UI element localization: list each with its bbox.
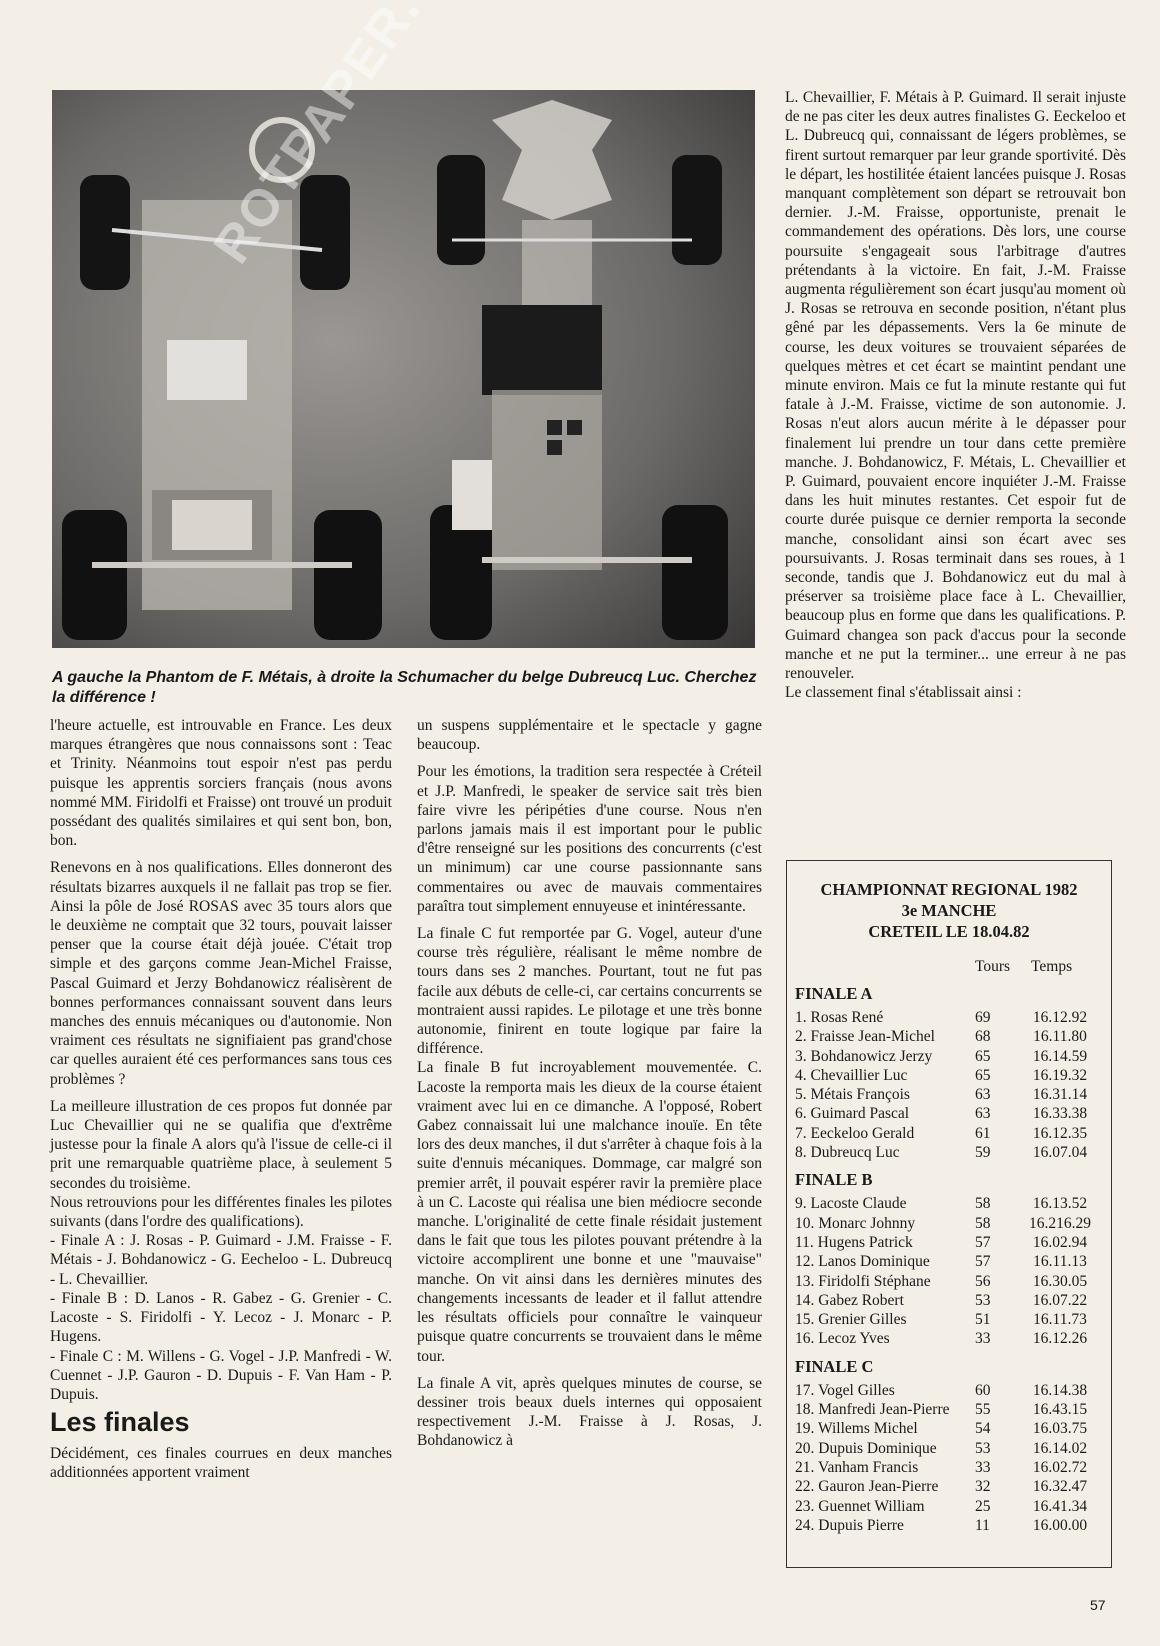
results-row bbox=[795, 1194, 1101, 1213]
column-header-temps: Temps bbox=[1031, 958, 1073, 975]
cars-photo-illustration bbox=[52, 90, 755, 648]
column-header-tours: Tours bbox=[975, 958, 1011, 975]
cars-photo bbox=[52, 90, 755, 648]
time-value: 16.12.92 bbox=[1032, 1009, 1088, 1026]
results-group-title: FINALE B bbox=[795, 1170, 873, 1190]
driver-name: 15. Grenier Gilles bbox=[795, 1311, 907, 1329]
laps-value: 65 bbox=[975, 1047, 991, 1065]
finalist-list-item: - Finale B : D. Lanos - R. Gabez - G. Grenier - C. Lacoste - S. Firidolfi - Y. Lecoz - J. Monarc - P. Hugens. bbox=[50, 1289, 392, 1346]
driver-name: 23. Guennet William bbox=[795, 1497, 925, 1515]
paragraph: Pour les émotions, la tradition sera respectée à Créteil et J.P. Manfredi, le speaker de service sait très bien faire vivre les péripéties d'une course. Nous n'en parlons jamais mais il est important pour le public d'être renseigné sur les positions des concurrents (c'est un minimum) car une course passionnante sans commentaires ou avec de mauvais commentaires paraîtra tout simplement ennuyeuse et inintéressante. bbox=[417, 763, 762, 915]
time-value: 16.19.32 bbox=[1032, 1066, 1088, 1084]
results-row bbox=[795, 1272, 1101, 1291]
time-value: 16.11.80 bbox=[1033, 1028, 1087, 1046]
driver-name: 8. Dubreucq Luc bbox=[795, 1144, 900, 1162]
page-number: 57 bbox=[1090, 1597, 1106, 1613]
results-groups bbox=[787, 984, 1111, 1535]
laps-value: 56 bbox=[975, 1272, 991, 1290]
section-title: Les finales bbox=[50, 1407, 190, 1438]
laps-value: 53 bbox=[975, 1439, 991, 1457]
driver-name: 2. Fraisse Jean-Michel bbox=[795, 1028, 935, 1046]
laps-value: 60 bbox=[975, 1381, 991, 1399]
time-value: 16.32.47 bbox=[1032, 1478, 1088, 1496]
time-value: 16.03.75 bbox=[1032, 1420, 1088, 1438]
paragraph: L. Chevaillier, F. Métais à P. Guimard. Il serait injuste de ne pas citer les deux autres finalistes G. Eeckeloo et L. Dubreucq qui, connaissant de légers problèmes, se firent surtout remarquer par leur grande sportivité. Dès le départ, les hostilitée étaient lancées puisque J. Rosas manquant complètement son départ se retrouvait bon dernier. J.-M. Fraisse, opportuniste, prenait le commandement des opérations. Dès lors, une course poursuite s'engageait sous l'arbitrage d'autres prétendants à la victoire. En fait, J.-M. Fraisse augmenta régulièrement son écart jusqu'au moment où J. Rosas se retrouva en seconde position, n'étant plus gêné par les dépassements. Vers la 6e minute de course, les deux voitures se trouvaient séparées de quelques mètres et cet écart se maintint pendant une minute environ. Mais ce fut la minute restante qui fut fatale à J.-M. Fraisse, victime de son autonomie. J. Rosas n'eut alors aucun mérite à le dépasser pour finalement lui prendre un tour dans cette première manche. J. Bohdanowicz, F. Métais, L. Chevaillier et P. Guimard, pouvaient encore inquiéter J.-M. Fraisse dans les huit minutes restantes. Cet espoir fut de courte durée puisque ce dernier remporta la seconde manche, consolidant ainsi son écart avec ses poursuivants. J. Rosas terminait dans ses roues, à 1 seconde, tandis que J. Bohdanowicz eut du mal à préserver sa troisième place face à L. Chevaillier, beaucoup plus en forme que dans les qualifications. P. Guimard changea son pack d'accus pour la seconde manche et ne put la terminer... une erreur à ne pas renouveler. bbox=[785, 89, 1126, 683]
paragraph: La finale B fut incroyablement mouvementée. C. Lacoste la remporta mais les dieux de la course étaient vraiment avec lui en ce dimanche. A l'opposé, Robert Gabez connaissait lui une malchance inouïe. En tête lors des deux manches, il dut s'arrêter à chaque fois à la suite d'ennuis mécaniques. Dommage, car malgré son premier arrêt, il pouvait espérer ravir la première place à un C. Lacoste qui réalisa une bien médiocre seconde manche. L'originalité de cette finale résidait justement dans le fait que tous les pilotes pouvant prétendre à la victoire accomplirent une bonne et une "mauvaise" manche. On vit ainsi dans les dernières minutes des changements incessants de leader et il fallut attendre les résultats officiels pour connaître le vainqueur puisque quatre concurrents se trouvaient dans le même tour. bbox=[417, 1059, 762, 1365]
laps-value: 69 bbox=[975, 1009, 991, 1026]
laps-value: 58 bbox=[975, 1214, 991, 1232]
results-row bbox=[795, 1400, 1101, 1419]
laps-value: 33 bbox=[975, 1330, 991, 1348]
time-value: 16.31.14 bbox=[1032, 1086, 1088, 1104]
driver-name: 3. Bohdanowicz Jerzy bbox=[795, 1047, 933, 1065]
paragraph: La meilleure illustration de ces propos fut donnée par Luc Chevaillier qui ne se qualifia que d'extrême justesse pour la finale A alors qu'à l'issue de celle-ci il prit une remarquable quatrième place, à seulement 5 secondes du troisième. bbox=[50, 1097, 392, 1192]
driver-name: 22. Gauron Jean-Pierre bbox=[795, 1478, 939, 1496]
results-table bbox=[786, 860, 1112, 1568]
laps-value: 58 bbox=[975, 1195, 991, 1213]
time-value: 16.00.00 bbox=[1032, 1516, 1088, 1534]
photo-caption: A gauche la Phantom de F. Métais, à droite la Schumacher du belge Dubreucq Luc. Cherchez la différence ! bbox=[52, 669, 757, 706]
laps-value: 59 bbox=[975, 1144, 991, 1162]
time-value: 16.02.94 bbox=[1032, 1233, 1088, 1251]
paragraph: l'heure actuelle, est introuvable en France. Les deux marques étrangères que nous connaissons sont : Teac et Trinity. Néanmoins tout espoir n'est pas perdu puisque les apprentis sorciers français (nous avons nommé MM. Firidolfi et Fraisse) ont trouvé un produit possédant des qualités similaires et qui sent bon, bon, bon. bbox=[50, 717, 392, 850]
results-row bbox=[795, 1329, 1101, 1348]
paragraph: Le classement final s'établissait ainsi : bbox=[785, 684, 1022, 702]
results-row bbox=[795, 1214, 1101, 1233]
driver-name: 7. Eeckeloo Gerald bbox=[795, 1124, 915, 1142]
results-group-title: FINALE C bbox=[795, 1356, 874, 1376]
laps-value: 63 bbox=[975, 1086, 991, 1104]
results-title-line: CRETEIL LE 18.04.82 bbox=[868, 922, 1030, 941]
time-value: 16.14.38 bbox=[1032, 1381, 1088, 1399]
driver-name: 16. Lecoz Yves bbox=[795, 1330, 890, 1348]
driver-name: 20. Dupuis Dominique bbox=[795, 1439, 937, 1457]
results-row bbox=[795, 1291, 1101, 1310]
time-value: 16.12.26 bbox=[1032, 1330, 1088, 1348]
laps-value: 33 bbox=[975, 1458, 991, 1476]
laps-value: 61 bbox=[975, 1124, 991, 1142]
paragraph: Renevons en à nos qualifications. Elles donneront des résultats bizarres auxquels il ne fallait pas trop se fier. Ainsi la pôle de José ROSAS avec 35 tours alors que le deuxième ne comptait que 32 tours, pouvait laisser penser que la course était déjà jouée. C'était trop simple et des garçons comme Jean-Michel Fraisse, Pascal Guimard et Jerzy Bohdanowicz réalisèrent de bonnes performances connaissant souvent dans leurs manches des ennuis mécaniques ou d'autonomie. Non vraiment ces résultats ne signifiaient pas grand'chose car quelles auraient été ces performances sans tous ces problèmes ? bbox=[50, 859, 392, 1088]
article-column-3 bbox=[785, 88, 1126, 711]
results-row bbox=[795, 1252, 1101, 1271]
results-row bbox=[795, 1477, 1101, 1496]
driver-name: 1. Rosas René bbox=[795, 1009, 884, 1026]
finalist-list-item: - Finale C : M. Willens - G. Vogel - J.P. Manfredi - W. Cuennet - J.P. Gauron - D. Dupuis - F. Van Ham - P. Dupuis. bbox=[50, 1347, 392, 1403]
laps-value: 68 bbox=[975, 1028, 991, 1046]
time-value: 16.33.38 bbox=[1032, 1105, 1088, 1123]
driver-name: 21. Vanham Francis bbox=[795, 1458, 919, 1476]
results-row bbox=[795, 1143, 1101, 1162]
results-row bbox=[795, 1381, 1101, 1400]
time-value: 16.216.29 bbox=[1029, 1214, 1091, 1232]
paragraph: un suspens supplémentaire et le spectacle y gagne beaucoup. bbox=[417, 717, 762, 754]
finalist-list-item: - Finale A : J. Rosas - P. Guimard - J.M. Fraisse - F. Métais - J. Bohdanowicz - G. Eecheloo - L. Dubreucq - L. Chevaillier. bbox=[50, 1232, 392, 1288]
results-title-line: 3e MANCHE bbox=[901, 901, 997, 920]
laps-value: 57 bbox=[975, 1233, 991, 1251]
laps-value: 53 bbox=[975, 1291, 991, 1309]
results-group-title: FINALE A bbox=[795, 984, 873, 1003]
results-row bbox=[795, 1027, 1101, 1046]
time-value: 16.14.59 bbox=[1032, 1047, 1088, 1065]
results-row bbox=[795, 1233, 1101, 1252]
laps-value: 55 bbox=[975, 1401, 991, 1419]
article-column-2 bbox=[417, 716, 762, 1459]
driver-name: 19. Willems Michel bbox=[795, 1420, 918, 1438]
results-row bbox=[795, 1310, 1101, 1329]
laps-value: 25 bbox=[975, 1497, 991, 1515]
time-value: 16.30.05 bbox=[1032, 1272, 1088, 1290]
driver-name: 9. Lacoste Claude bbox=[795, 1195, 907, 1213]
results-row bbox=[795, 1008, 1101, 1027]
driver-name: 10. Monarc Johnny bbox=[795, 1214, 916, 1232]
laps-value: 51 bbox=[975, 1311, 991, 1329]
results-row bbox=[795, 1439, 1101, 1458]
article-column-1 bbox=[50, 716, 392, 1491]
laps-value: 32 bbox=[975, 1478, 991, 1496]
driver-name: 6. Guimard Pascal bbox=[795, 1105, 910, 1123]
paragraph: La finale A vit, après quelques minutes de course, se dessiner trois beaux duels internes qui opposaient respectivement J.-M. Fraisse à J. Rosas, J. Bohdanowicz à bbox=[417, 1374, 762, 1450]
results-title bbox=[787, 879, 1111, 942]
driver-name: 13. Firidolfi Stéphane bbox=[795, 1272, 931, 1290]
time-value: 16.13.52 bbox=[1032, 1195, 1088, 1213]
laps-value: 63 bbox=[975, 1105, 991, 1123]
time-value: 16.11.73 bbox=[1033, 1311, 1087, 1329]
results-row bbox=[795, 1085, 1101, 1104]
results-row bbox=[795, 1104, 1101, 1123]
time-value: 16.43.15 bbox=[1032, 1401, 1088, 1419]
paragraph: La finale C fut remportée par G. Vogel, auteur d'une course très régulière, réalisant le même nombre de tours dans ses 2 manches. Pourtant, tout ne fut pas facile aux débuts de celle-ci, car certains concurrents se montraient aussi rapides. Le pilotage et une très bonne autonomie, finirent en toute logique par faire la différence. bbox=[417, 925, 762, 1058]
driver-name: 24. Dupuis Pierre bbox=[795, 1516, 904, 1534]
time-value: 16.12.35 bbox=[1032, 1124, 1088, 1142]
laps-value: 11 bbox=[975, 1516, 990, 1534]
driver-name: 14. Gabez Robert bbox=[795, 1291, 904, 1309]
results-row bbox=[795, 1047, 1101, 1066]
driver-name: 4. Chevaillier Luc bbox=[795, 1066, 908, 1084]
results-row bbox=[795, 1516, 1101, 1535]
time-value: 16.14.02 bbox=[1032, 1439, 1088, 1457]
paragraph: Nous retrouvions pour les différentes finales les pilotes suivants (dans l'ordre des qualifications). bbox=[50, 1193, 392, 1231]
time-value: 16.07.04 bbox=[1032, 1144, 1088, 1162]
results-title-line: CHAMPIONNAT REGIONAL 1982 bbox=[820, 880, 1078, 899]
laps-value: 57 bbox=[975, 1253, 991, 1271]
laps-value: 65 bbox=[975, 1066, 991, 1084]
driver-name: 17. Vogel Gilles bbox=[795, 1381, 895, 1399]
paragraph: Décidément, ces finales courrues en deux manches additionnées apportent vraiment bbox=[50, 1445, 392, 1482]
results-row bbox=[795, 1124, 1101, 1143]
results-row bbox=[795, 1419, 1101, 1438]
driver-name: 12. Lanos Dominique bbox=[795, 1253, 930, 1271]
results-column-headers bbox=[787, 958, 1101, 976]
driver-name: 5. Métais François bbox=[795, 1086, 910, 1104]
time-value: 16.02.72 bbox=[1032, 1458, 1088, 1476]
results-row bbox=[795, 1458, 1101, 1477]
time-value: 16.11.13 bbox=[1033, 1253, 1087, 1271]
laps-value: 54 bbox=[975, 1420, 991, 1438]
results-row bbox=[795, 1497, 1101, 1516]
time-value: 16.41.34 bbox=[1032, 1497, 1088, 1515]
results-row bbox=[795, 1066, 1101, 1085]
driver-name: 18. Manfredi Jean-Pierre bbox=[795, 1401, 950, 1419]
time-value: 16.07.22 bbox=[1032, 1291, 1088, 1309]
driver-name: 11. Hugens Patrick bbox=[795, 1233, 913, 1251]
